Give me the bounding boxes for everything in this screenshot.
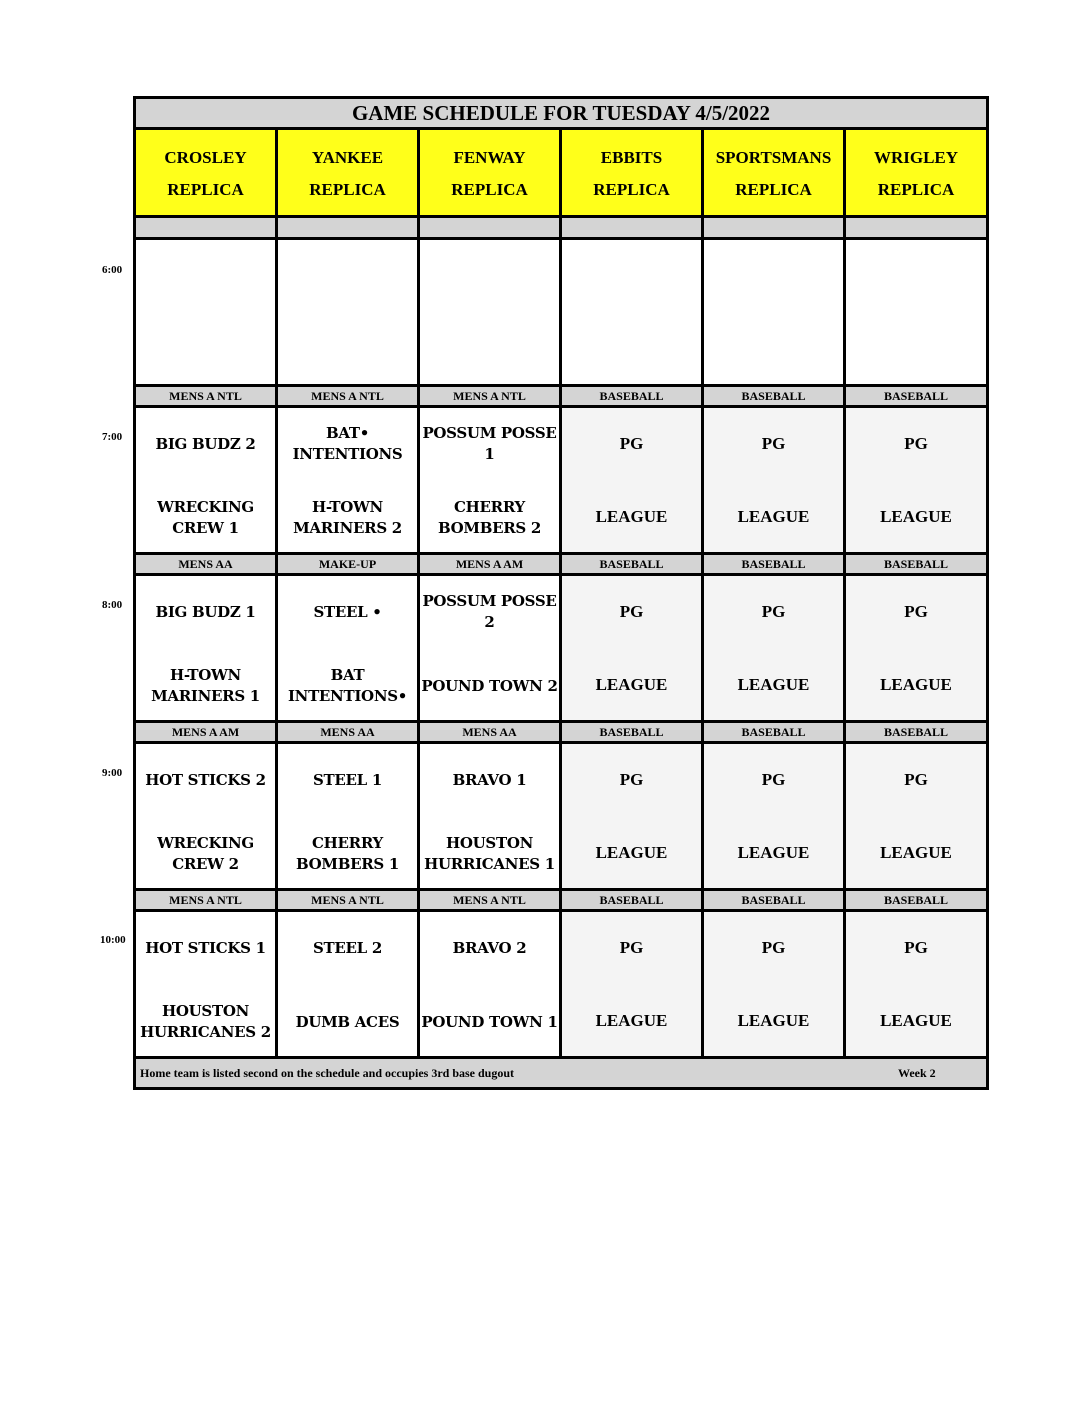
away-team: HOT STICKS 1	[145, 938, 266, 957]
division-row	[136, 723, 986, 744]
division-label: MENS A AM	[420, 555, 562, 573]
time-label-8: 8:00	[102, 599, 123, 611]
game-cell	[704, 744, 846, 888]
game-cell	[136, 912, 278, 1056]
game-cell	[846, 576, 986, 720]
game-cell	[136, 408, 278, 552]
away-team: PG	[904, 938, 928, 957]
away-team: PG	[761, 434, 786, 453]
footer-note: Home team is listed second on the schedule and occupies 3rd base dugout	[140, 1066, 515, 1080]
field-sub: REPLICA	[877, 180, 955, 199]
away-team: STEEL •	[313, 602, 382, 621]
time-label-6: 6:00	[102, 264, 123, 276]
empty-cell	[562, 240, 704, 384]
away-team: PG	[619, 770, 644, 789]
home-team: LEAGUE	[595, 675, 668, 694]
empty-cell	[846, 240, 986, 384]
game-cell	[136, 744, 278, 888]
home-team: WRECKING CREW 2	[157, 834, 254, 873]
away-team: BIG BUDZ 1	[155, 602, 256, 621]
away-team: PG	[761, 938, 786, 957]
time-label-10: 10:00	[100, 934, 126, 946]
home-team: LEAGUE	[880, 843, 952, 862]
division-label: MENS A NTL	[420, 891, 562, 909]
game-cell	[562, 744, 704, 888]
field-name: WRIGLEY	[873, 148, 959, 167]
division-label: BASEBALL	[704, 891, 846, 909]
spacer-cell	[278, 218, 420, 237]
home-team: DUMB ACES	[295, 1012, 400, 1031]
field-header-row	[136, 130, 986, 218]
away-team: PG	[904, 770, 928, 789]
home-team: H-TOWN MARINERS 1	[151, 666, 260, 705]
away-team: PG	[619, 602, 644, 621]
game-cell	[420, 744, 562, 888]
empty-cell	[704, 240, 846, 384]
field-sub: REPLICA	[735, 180, 812, 199]
division-label: BASEBALL	[883, 557, 949, 571]
time-label-7: 7:00	[102, 431, 123, 443]
field-header	[562, 130, 704, 215]
away-team: PG	[761, 602, 786, 621]
field-header	[136, 130, 278, 215]
game-cell	[704, 576, 846, 720]
field-header	[846, 130, 986, 215]
away-team: BIG BUDZ 2	[155, 434, 256, 453]
game-cell	[420, 576, 562, 720]
home-team: POUND TOWN 2	[421, 676, 558, 695]
away-team: BRAVO 2	[452, 938, 527, 957]
spacer-cell	[136, 218, 278, 237]
home-team: HOUSTON HURRICANES 1	[424, 834, 555, 873]
division-label: BASEBALL	[704, 555, 846, 573]
division-label: MENS A NTL	[136, 891, 278, 909]
away-team: POSSUM POSSE 1	[422, 424, 557, 463]
game-cell	[278, 912, 420, 1056]
division-label: BASEBALL	[704, 387, 846, 405]
game-cell	[704, 912, 846, 1056]
field-sub: REPLICA	[167, 180, 244, 199]
division-label: MENS A NTL	[278, 891, 420, 909]
game-row	[136, 912, 986, 1059]
game-cell	[420, 408, 562, 552]
game-cell	[562, 912, 704, 1056]
slot-6pm-row	[136, 240, 986, 387]
home-team: WRECKING CREW 1	[157, 498, 254, 537]
home-team: LEAGUE	[737, 843, 810, 862]
home-team: LEAGUE	[737, 675, 810, 694]
division-row	[136, 387, 986, 408]
away-team: STEEL 1	[313, 770, 382, 789]
away-team: PG	[904, 602, 928, 621]
home-team: LEAGUE	[595, 1011, 668, 1030]
game-cell	[278, 408, 420, 552]
field-header	[278, 130, 420, 215]
home-team: LEAGUE	[737, 507, 810, 526]
field-name: FENWAY	[453, 148, 526, 167]
field-header	[420, 130, 562, 215]
division-label: MENS AA	[136, 555, 278, 573]
game-cell	[278, 744, 420, 888]
game-cell	[846, 912, 986, 1056]
time-label-9: 9:00	[102, 767, 123, 779]
away-team: PG	[761, 770, 786, 789]
division-label: MENS A NTL	[420, 387, 562, 405]
division-label: MENS A NTL	[136, 387, 278, 405]
home-team: POUND TOWN 1	[421, 1012, 558, 1031]
away-team: STEEL 2	[313, 938, 382, 957]
game-cell	[704, 408, 846, 552]
schedule-title: GAME SCHEDULE FOR TUESDAY 4/5/2022	[136, 99, 986, 130]
division-row	[136, 555, 986, 576]
division-label: MENS AA	[278, 723, 420, 741]
spacer-cell	[420, 218, 562, 237]
home-team: LEAGUE	[595, 843, 668, 862]
division-label: MAKE-UP	[278, 555, 420, 573]
game-slots	[136, 387, 986, 1059]
home-team: BAT INTENTIONS•	[287, 666, 408, 705]
empty-cell	[420, 240, 562, 384]
home-team: LEAGUE	[880, 675, 952, 694]
empty-cell	[278, 240, 420, 384]
game-cell	[136, 576, 278, 720]
division-label: BASEBALL	[562, 891, 704, 909]
away-team: PG	[619, 938, 644, 957]
division-label: BASEBALL	[562, 555, 704, 573]
week-label: Week 2	[898, 1066, 936, 1080]
game-cell	[278, 576, 420, 720]
field-sub: REPLICA	[593, 180, 670, 199]
spacer-row	[136, 218, 986, 240]
away-team: BRAVO 1	[452, 770, 527, 789]
division-label: BASEBALL	[883, 893, 949, 907]
away-team: POSSUM POSSE 2	[422, 592, 557, 631]
division-label: BASEBALL	[883, 725, 949, 739]
away-team: BAT• INTENTIONS	[292, 424, 403, 463]
division-label: BASEBALL	[562, 387, 704, 405]
field-name: EBBITS	[600, 148, 663, 167]
field-name: CROSLEY	[164, 148, 247, 167]
division-label: BASEBALL	[704, 723, 846, 741]
away-team: PG	[619, 434, 644, 453]
game-cell	[846, 408, 986, 552]
away-team: HOT STICKS 2	[145, 770, 266, 789]
home-team: CHERRY BOMBERS 2	[438, 498, 541, 537]
field-name: SPORTSMANS	[715, 148, 832, 167]
home-team: CHERRY BOMBERS 1	[296, 834, 399, 873]
home-team: LEAGUE	[595, 507, 668, 526]
field-sub: REPLICA	[309, 180, 386, 199]
division-label: MENS AA	[420, 723, 562, 741]
home-team: LEAGUE	[737, 1011, 810, 1030]
division-row	[136, 891, 986, 912]
game-cell	[846, 744, 986, 888]
home-team: LEAGUE	[880, 1011, 952, 1030]
away-team: PG	[904, 434, 928, 453]
division-label: BASEBALL	[883, 389, 949, 403]
home-team: H-TOWN MARINERS 2	[293, 498, 402, 537]
game-cell	[420, 912, 562, 1056]
field-name: YANKEE	[311, 148, 384, 167]
game-cell	[562, 576, 704, 720]
home-team: HOUSTON HURRICANES 2	[140, 1002, 271, 1041]
spacer-cell	[704, 218, 846, 237]
home-team: LEAGUE	[880, 507, 952, 526]
schedule-table	[133, 96, 989, 1090]
spacer-cell	[562, 218, 704, 237]
field-header	[704, 130, 846, 215]
division-label: MENS A NTL	[278, 387, 420, 405]
game-row	[136, 744, 986, 891]
game-row	[136, 408, 986, 555]
field-sub: REPLICA	[451, 180, 528, 199]
footer-row	[136, 1059, 986, 1087]
empty-cell	[136, 240, 278, 384]
game-row	[136, 576, 986, 723]
division-label: BASEBALL	[562, 723, 704, 741]
game-cell	[562, 408, 704, 552]
spacer-cell	[846, 218, 986, 237]
division-label: MENS A AM	[136, 723, 278, 741]
